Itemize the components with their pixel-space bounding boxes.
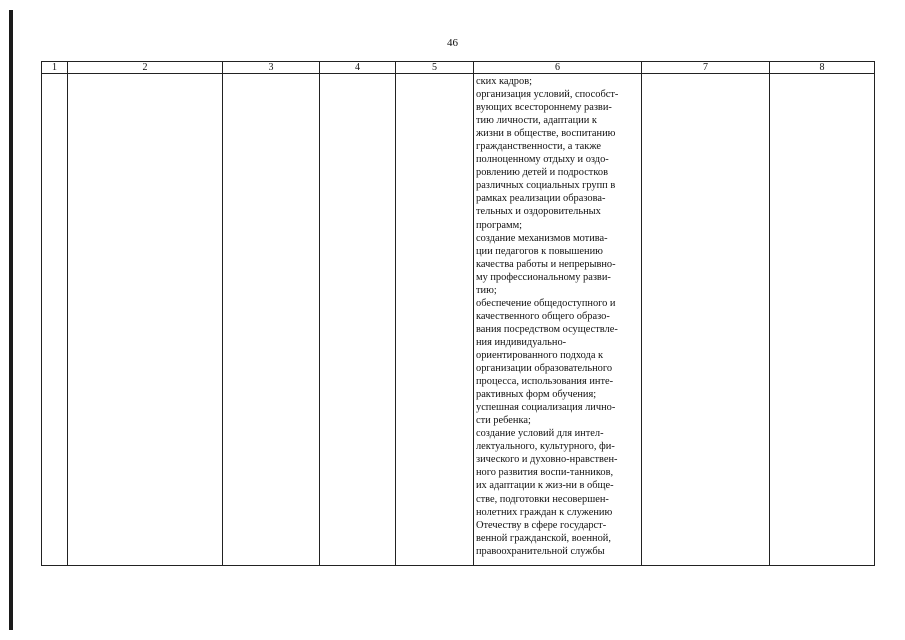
text-line: стве, подготовки несовершен- (476, 493, 609, 505)
page-number: 46 (447, 37, 458, 49)
document-table (41, 61, 875, 566)
text-line: зического и духовно-нравствен- (476, 454, 618, 466)
column-divider (319, 62, 320, 565)
column-number-4: 4 (355, 62, 360, 73)
text-line: процесса, использования инте- (476, 376, 614, 388)
binding-bar (9, 10, 13, 630)
column-divider (395, 62, 396, 565)
column-number-7: 7 (703, 62, 708, 73)
text-line: жизни в обществе, воспитанию (476, 128, 616, 140)
column-divider (222, 62, 223, 565)
column-divider (473, 62, 474, 565)
text-line: успешная социализация лично- (476, 402, 616, 414)
text-line: рактивных форм обучения; (476, 389, 597, 401)
text-line: лектуального, культурного, фи- (476, 441, 615, 453)
text-line: качества работы и непрерывно- (476, 258, 616, 270)
text-line: программ; (476, 219, 523, 231)
header-divider (42, 73, 874, 74)
column-number-1: 1 (52, 62, 57, 73)
text-line: рамках реализации образова- (476, 193, 606, 205)
text-line: создание условий для интел- (476, 428, 604, 440)
text-line: ного развития воспи-танников, (476, 467, 614, 479)
column-6-text (476, 75, 640, 558)
text-line: правоохранительной службы (476, 545, 605, 557)
text-line: гражданственности, а также (476, 141, 601, 153)
text-line: сти ребенка; (476, 415, 531, 427)
text-line: ции педагогов к повышению (476, 245, 603, 257)
text-line: качественного общего образо- (476, 310, 610, 322)
text-line: обеспечение общедоступного и (476, 297, 616, 309)
column-divider (769, 62, 770, 565)
text-line: их адаптации к жиз-ни в обще- (476, 480, 614, 492)
column-number-8: 8 (819, 62, 825, 73)
text-line: тию; (476, 284, 497, 296)
column-number-6: 6 (555, 62, 560, 73)
text-line: нолетних граждан к служению (476, 506, 613, 518)
column-divider (641, 62, 642, 565)
column-divider (67, 62, 68, 565)
text-line: ровлению детей и подростков (476, 167, 608, 179)
text-line: создание механизмов мотива- (476, 232, 608, 244)
text-line: тию личности, адаптации к (476, 115, 597, 127)
text-line: организация условий, способст- (476, 89, 619, 101)
column-number-5: 5 (432, 62, 437, 73)
text-line: ских кадров; (476, 76, 532, 87)
text-line: полноценному отдыху и оздо- (476, 154, 609, 166)
text-line: ориентированного подхода к (476, 349, 604, 361)
text-line: тельных и оздоровительных (476, 206, 601, 218)
text-line: организации образовательного (476, 363, 613, 375)
text-line: му профессиональному разви- (476, 271, 611, 283)
text-line: вующих всестороннему разви- (476, 102, 612, 114)
text-line: ния индивидуально- (476, 336, 567, 348)
text-line: различных социальных групп в (476, 180, 616, 192)
text-line: венной гражданской, военной, (476, 532, 611, 544)
column-number-2: 2 (142, 62, 148, 73)
text-line: вания посредством осуществле- (476, 323, 618, 335)
column-number-3: 3 (268, 62, 274, 73)
text-line: Отечеству в сфере государст- (476, 519, 607, 531)
